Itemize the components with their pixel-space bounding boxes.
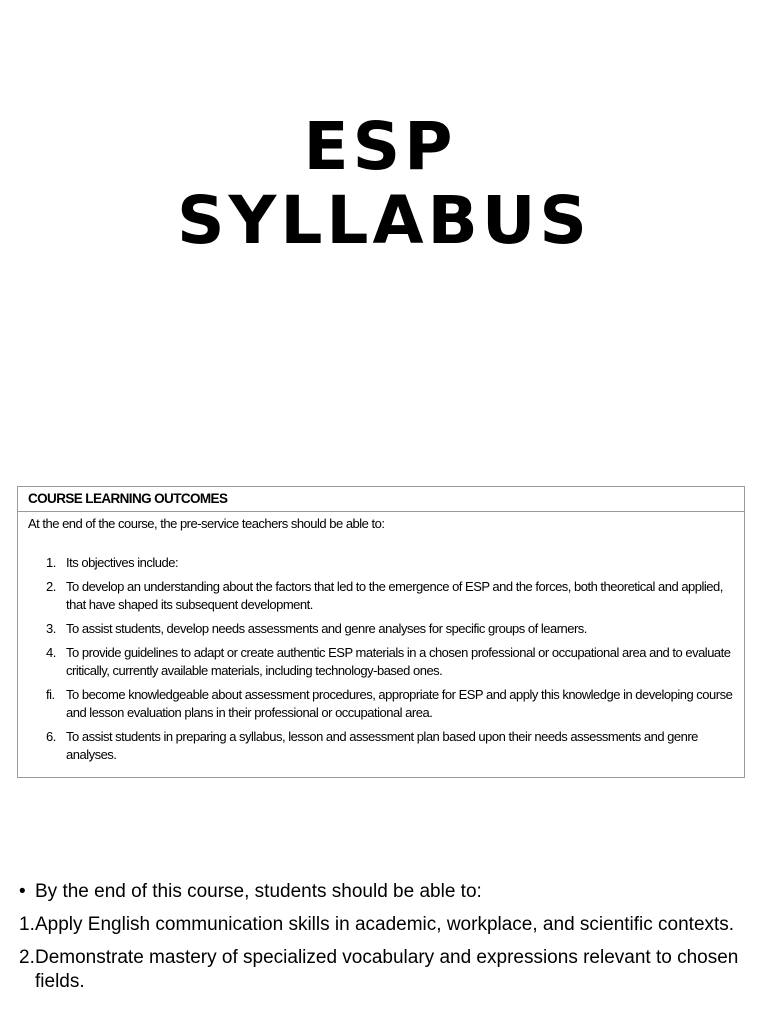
- objectives-list-item: [19, 946, 739, 994]
- objectives-list-item: [19, 913, 739, 937]
- outcome-text: Its objectives include:: [66, 555, 179, 570]
- outcome-number: 4.: [46, 645, 56, 660]
- course-learning-outcomes-box: [17, 486, 745, 778]
- outcome-number: 6.: [46, 729, 56, 744]
- outcome-text: To assist students in preparing a syllabus, lesson and assessment plan based upon their needs assessments and genre analyses.: [66, 729, 698, 762]
- objectives-item-text: By the end of this course, students should be able to:: [35, 881, 482, 902]
- outcome-text: To provide guidelines to adapt or create authentic ESP materials in a chosen professional or occupational area and to evaluate critically, currently available materials, including technology-based ones.: [66, 645, 731, 678]
- outcome-item: [18, 686, 744, 722]
- outcomes-intro: At the end of the course, the pre-service teachers should be able to:: [28, 516, 385, 531]
- outcome-number: fi.: [46, 687, 55, 702]
- objectives-item-text: Apply English communication skills in academic, workplace, and scientific contexts.: [35, 914, 735, 935]
- title-line-1: ESP: [303, 108, 457, 185]
- outcome-text: To become knowledgeable about assessment procedures, appropriate for ESP and apply this knowledge in developing course and lesson evaluation plans in their professional or occupational area.: [66, 687, 733, 720]
- outcome-item: [18, 620, 744, 638]
- outcomes-header: COURSE LEARNING OUTCOMES: [18, 487, 744, 512]
- outcome-number: 2.: [46, 579, 56, 594]
- outcome-text: To develop an understanding about the factors that led to the emergence of ESP and the forces, both theoretical and applied, that have shaped its subsequent development.: [66, 579, 723, 612]
- objectives-list: [19, 880, 739, 1003]
- outcome-item: [18, 644, 744, 680]
- title-line-2: SYLLABUS: [177, 182, 591, 259]
- number-marker: 2.: [19, 947, 35, 968]
- outcome-item: [18, 554, 744, 572]
- objectives-list-item: [19, 880, 739, 904]
- outcomes-list: [18, 554, 744, 764]
- outcome-text: To assist students, develop needs assessments and genre analyses for specific groups of learners.: [66, 621, 587, 636]
- number-marker: 1.: [19, 914, 35, 935]
- bullet-marker: •: [19, 881, 26, 902]
- outcome-number: 1.: [46, 555, 56, 570]
- page-title: [0, 110, 768, 258]
- objectives-item-text: Demonstrate mastery of specialized vocabulary and expressions relevant to chosen fields.: [35, 947, 739, 992]
- outcome-number: 3.: [46, 621, 56, 636]
- outcome-item: [18, 728, 744, 764]
- outcome-item: [18, 578, 744, 614]
